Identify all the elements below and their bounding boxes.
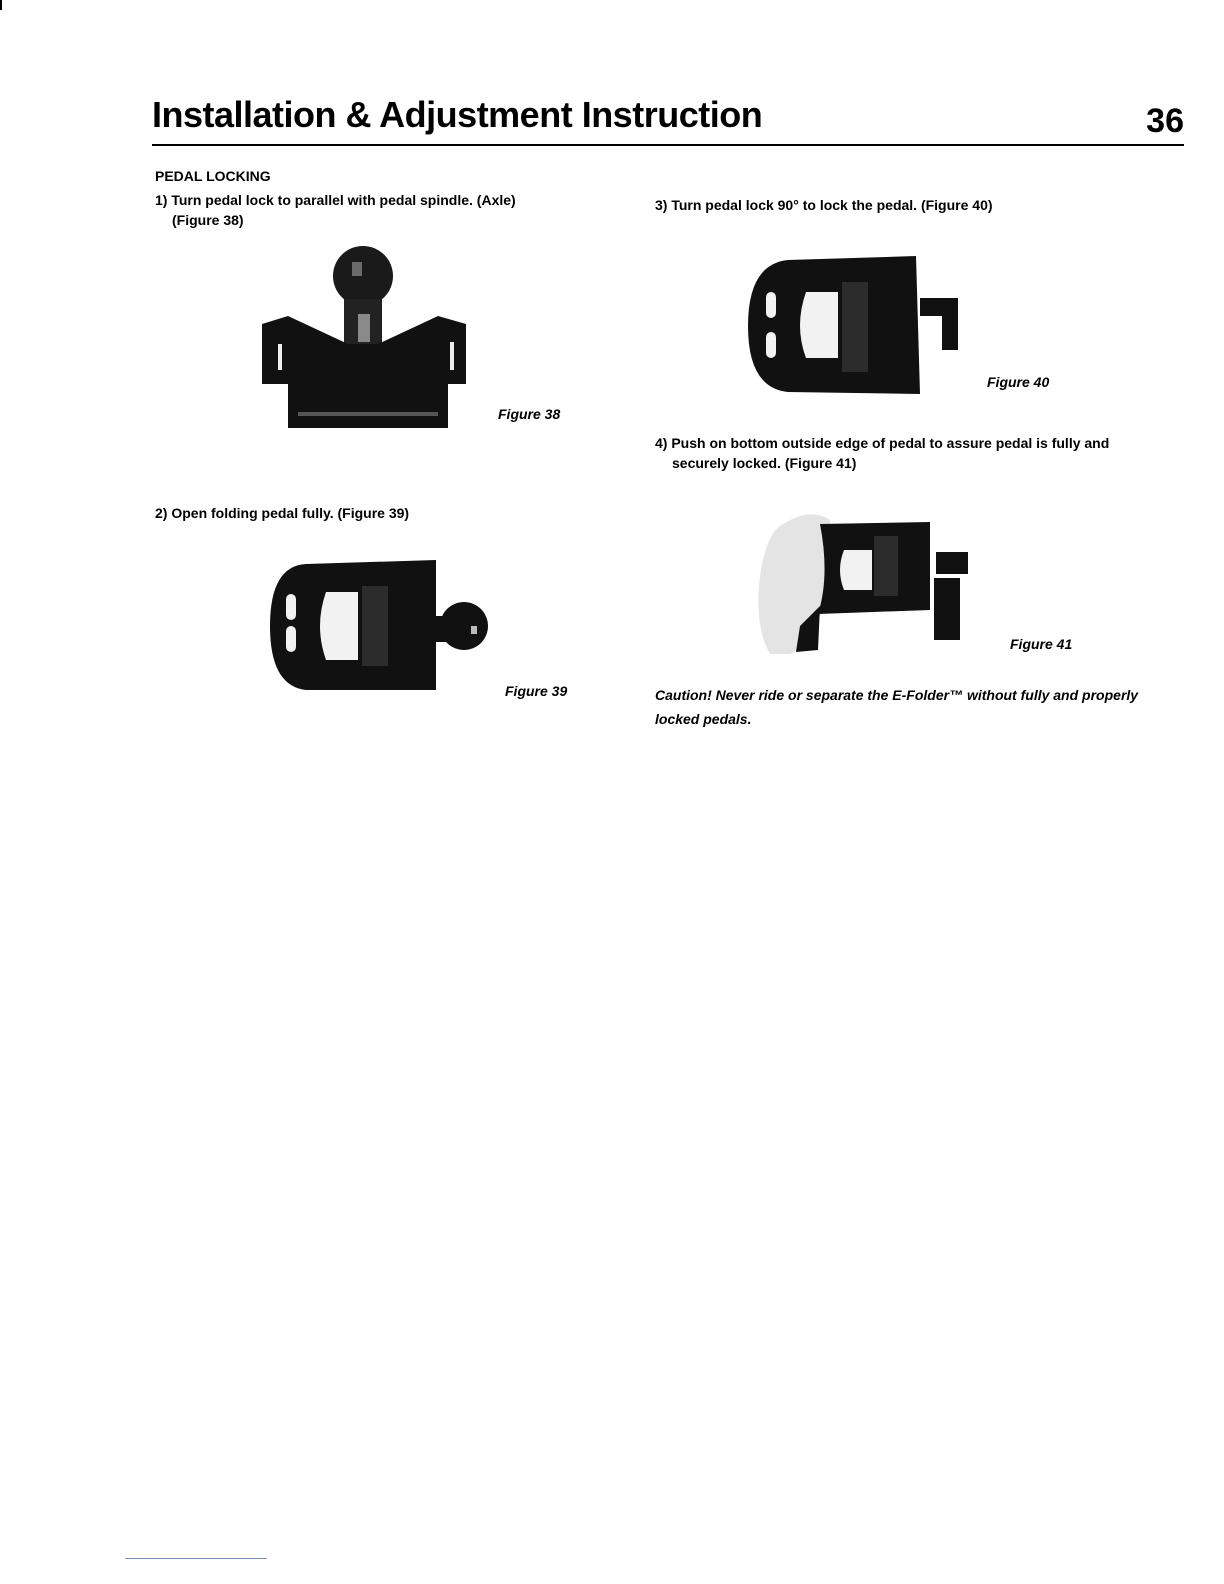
figure-41-caption: Figure 41 [1010,636,1073,652]
step-1 [155,190,516,230]
step-3-text: 3) Turn pedal lock 90° to lock the pedal. (Figure 40) [655,197,993,213]
step-4 [655,433,1109,473]
caution-note: Caution! Never ride or separate the E-Folder™ without fully and properly locked pedals. [655,687,1139,727]
step-2 [155,503,409,523]
footer-rule [125,1558,267,1559]
figure-39-caption: Figure 39 [505,683,568,699]
page-number: 36 [1146,102,1184,140]
step-3 [655,195,993,215]
corner-mark [0,0,2,10]
figure-40-caption: Figure 40 [987,374,1050,390]
page-header [152,94,1184,146]
figure-38-caption: Figure 38 [498,406,561,422]
figure-38-image [258,244,473,432]
figure-40-image [744,254,964,399]
figure-41-image [740,506,975,656]
step-4-text: 4) Push on bottom outside edge of pedal to assure pedal is fully and [655,435,1110,451]
section-heading: PEDAL LOCKING [155,168,271,184]
step-1-text: 1) Turn pedal lock to parallel with pedal spindle. (Axle) [155,192,516,208]
step-4-text-continued: securely locked. (Figure 41) [672,455,857,471]
figure-39-image [266,556,491,696]
page-title: Installation & Adjustment Instruction [152,94,763,135]
step-2-text: 2) Open folding pedal fully. (Figure 39) [155,505,410,521]
step-1-text-continued: (Figure 38) [172,212,244,228]
